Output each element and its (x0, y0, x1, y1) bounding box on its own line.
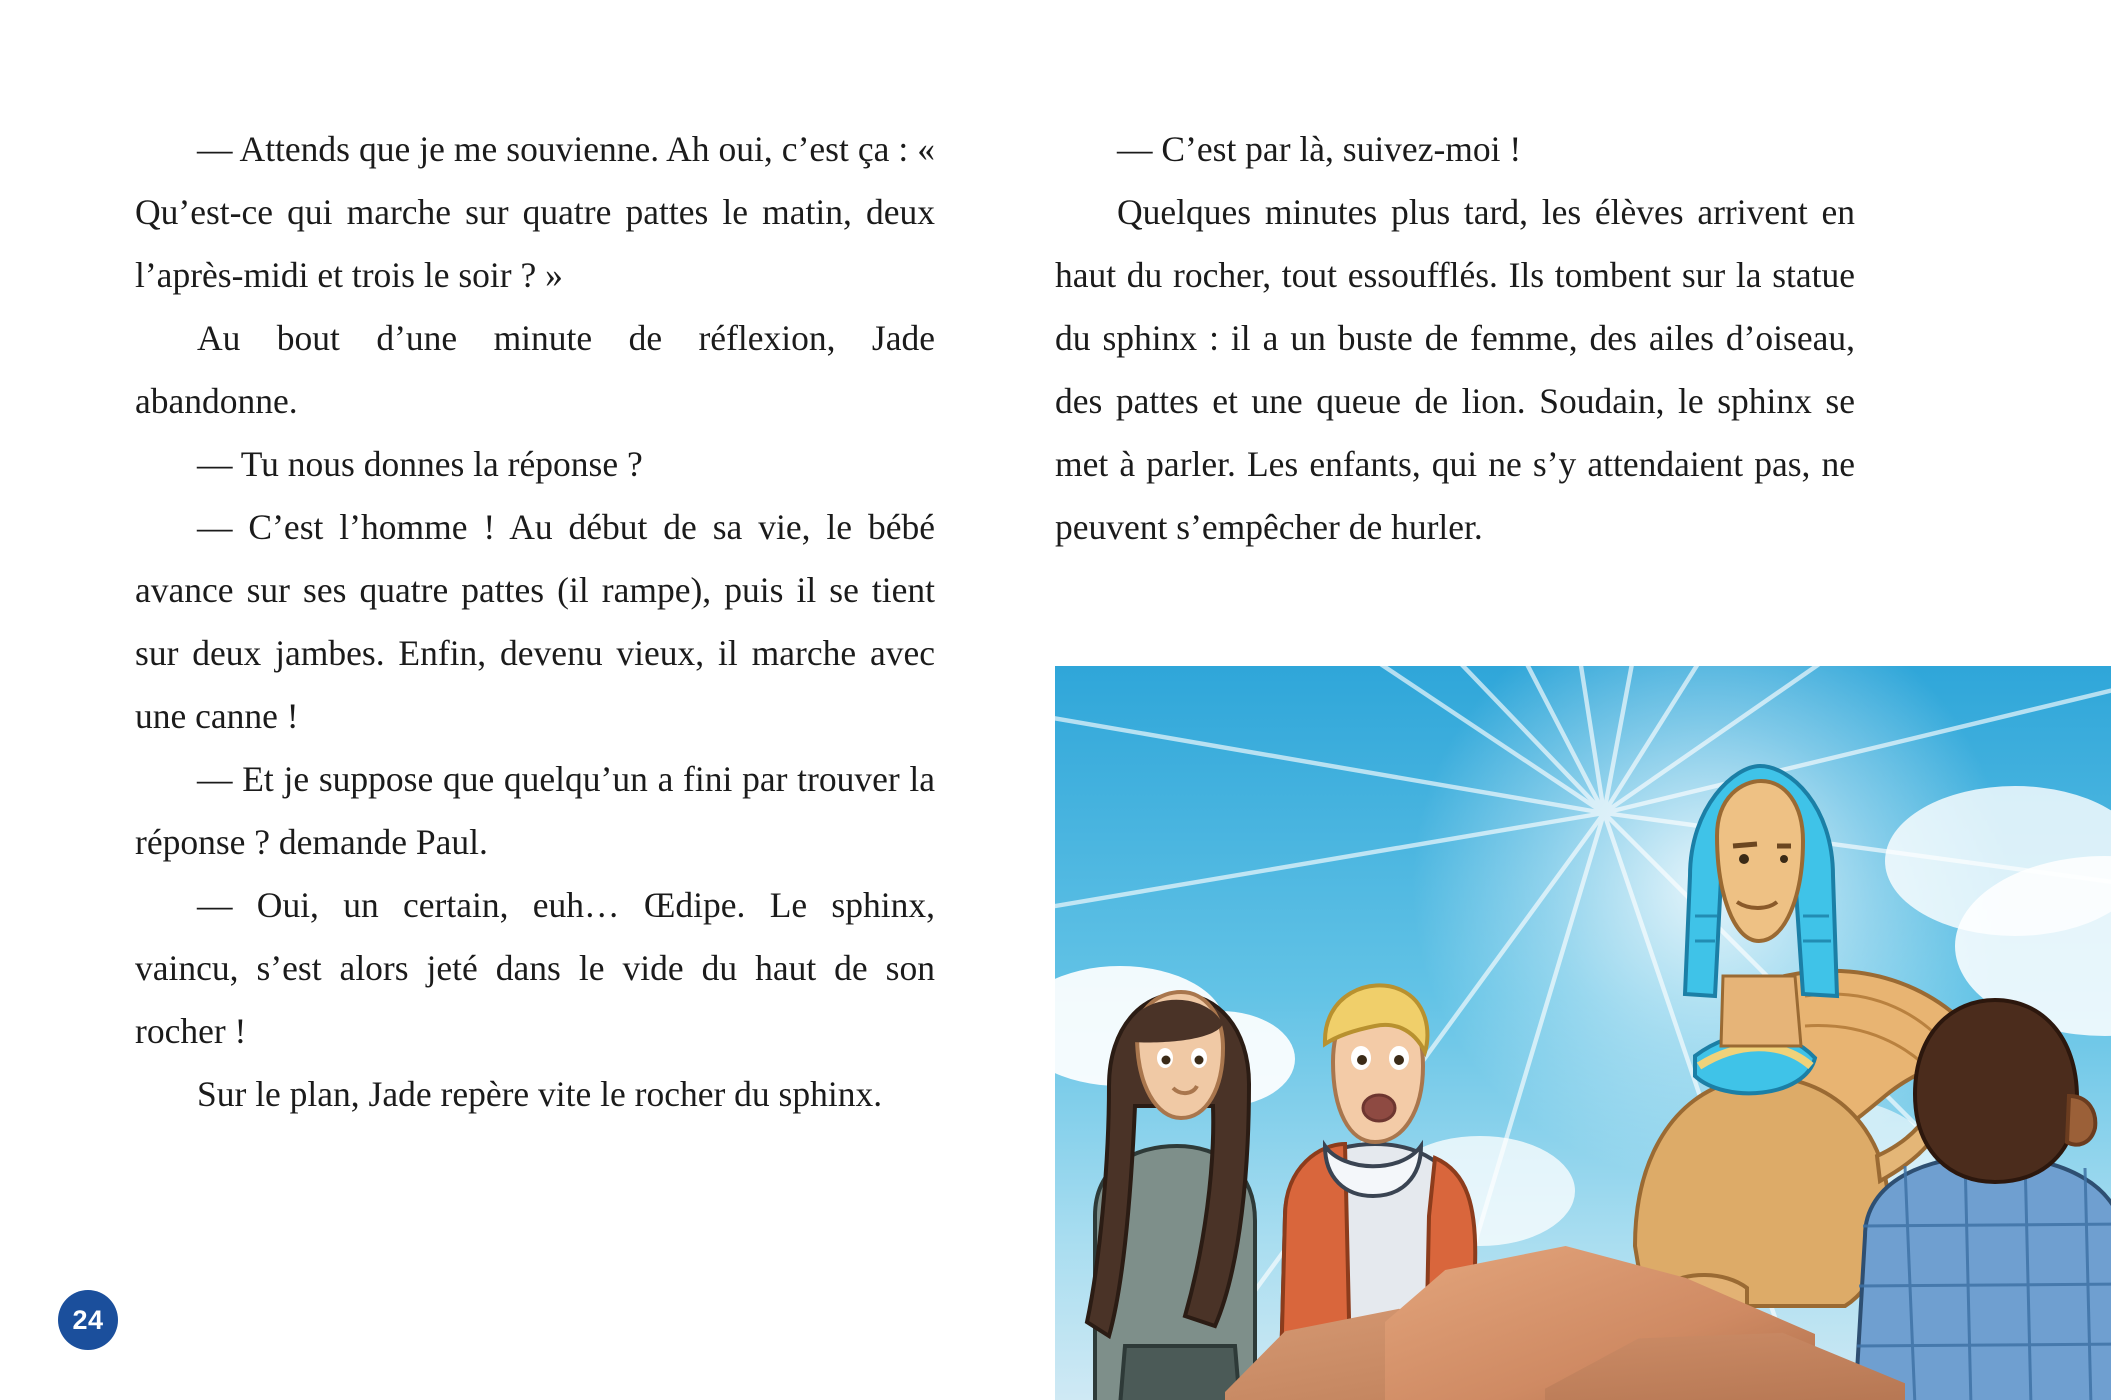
paragraph: — Attends que je me souvienne. Ah oui, c’est ça : « Qu’est-ce qui marche sur quatre pattes le matin, deux l’après-midi et trois le soir ? » (135, 129, 935, 295)
paragraph: Au bout d’une minute de réflexion, Jade abandonne. (135, 318, 935, 421)
paragraph: — Oui, un certain, euh… Œdipe. Le sphinx, vaincu, s’est alors jeté dans le vide du haut de son rocher ! (135, 885, 935, 1051)
illustration-sphinx-scene (1055, 666, 2111, 1400)
left-text-column (135, 118, 935, 1378)
paragraph: — Tu nous donnes la réponse ? (197, 444, 643, 484)
paragraph: Sur le plan, Jade repère vite le rocher du sphinx. (197, 1074, 883, 1114)
paragraph: Quelques minutes plus tard, les élèves arrivent en haut du rocher, tout essoufflés. Ils tombent sur la statue du sphinx : il a un buste de femme, des ailes d’oiseau, des pattes et une queue de lion. Soudain, le sphinx se met à parler. Les enfants, qui ne s’y attendaient pas, ne peuvent s’empêcher de hurler. (1055, 192, 1855, 547)
paragraph: — C’est par là, suivez-moi ! (1117, 129, 1522, 169)
paragraph: — Et je suppose que quelqu’un a fini par trouver la réponse ? demande Paul. (135, 759, 935, 862)
page-number-badge: 24 (58, 1290, 118, 1350)
character-boy-back (1845, 986, 2111, 1400)
paragraph: — C’est l’homme ! Au début de sa vie, le bébé avance sur ses quatre pattes (il rampe), puis il se tient sur deux jambes. Enfin, devenu vieux, il marche avec une canne ! (135, 507, 935, 736)
